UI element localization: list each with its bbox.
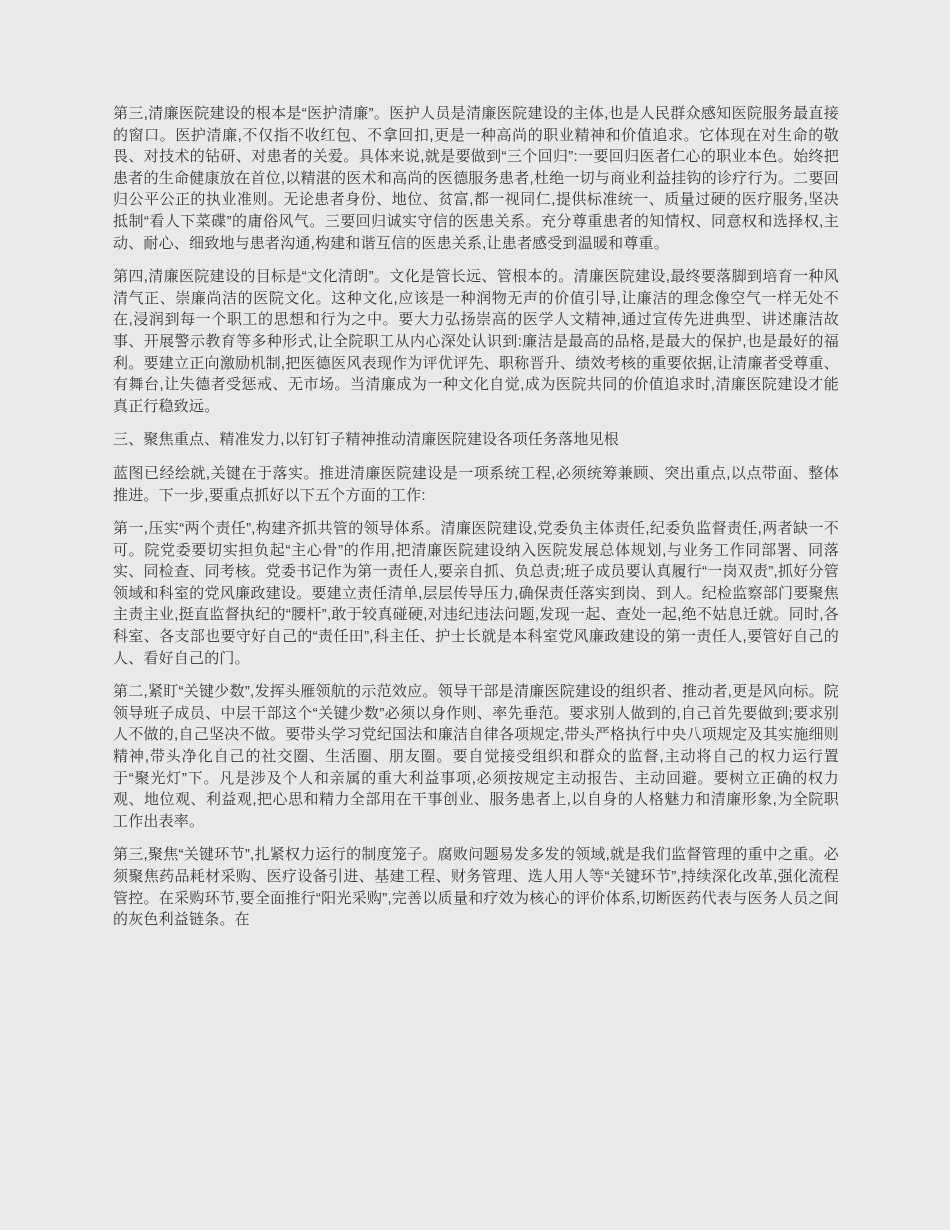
paragraph-task-third: 第三,聚焦“关键环节”,扎紧权力运行的制度笼子。腐败问题易发多发的领域,就是我们监督管理的重中之重。必须聚焦药品耗材采购、医疗设备引进、基建工程、财务管理、选人用人等“关键环节”,持续深化改革,强化流程管控。在采购环节,要全面推行“阳光采购”,完善以质量和疗效为核心的评价体系,切断医药代表与医务人员之间的灰色利益链条。在 [113,846,839,929]
paragraph-task-second: 第二,紧盯“关键少数”,发挥头雁领航的示范效应。领导干部是清廉医院建设的组织者、推动者,更是风向标。院领导班子成员、中层干部这个“关键少数”必须以身作则、率先垂范。要求别人做到的,自己首先要做到;要求别人不做的,自己坚决不做。要带头学习党纪国法和廉洁自律各项规定,带头严格执行中央八项规定及其实施细则精神,带头净化自己的社交圈、生活圈、朋友圈。要自觉接受组织和群众的监督,主动将自己的权力运行置于“聚光灯”下。凡是涉及个人和亲属的重大利益事项,必须按规定主动报告、主动回避。要树立正确的权力观、地位观、利益观,把心思和精力全部用在干事创业、服务患者上,以自身的人格魅力和清廉形象,为全院职工作出表率。 [113,683,839,830]
paragraph-fourth-point: 第四,清廉医院建设的目标是“文化清朗”。文化是管长远、管根本的。清廉医院建设,最终要落脚到培育一种风清气正、崇廉尚洁的医院文化。这种文化,应该是一种润物无声的价值引导,让廉洁的理念像空气一样无处不在,浸润到每一个职工的思想和行为之中。要大力弘扬崇高的医学人文精神,通过宣传先进典型、讲述廉洁故事、开展警示教育等多种形式,让全院职工从内心深处认识到:廉洁是最高的品格,是最大的保护,也是最好的福利。要建立正向激励机制,把医德医风表现作为评优评先、职称晋升、绩效考核的重要依据,让清廉者受尊重、有舞台,让失德者受惩戒、无市场。当清廉成为一种文化自觉,成为医院共同的价值追求时,清廉医院建设才能真正行稳致远。 [113,268,839,415]
document-content [113,103,839,931]
paragraph-task-first: 第一,压实“两个责任”,构建齐抓共管的领导体系。清廉医院建设,党委负主体责任,纪委负监督责任,两者缺一不可。院党委要切实担负起“主心骨”的作用,把清廉医院建设纳入医院发展总体规划,与业务工作同部署、同落实、同检查、同考核。党委书记作为第一责任人,要亲自抓、负总责;班子成员要认真履行“一岗双责”,抓好分管领域和科室的党风廉政建设。要建立责任清单,层层传导压力,确保责任落实到岗、到人。纪检监察部门要聚焦主责主业,挺直监督执纪的“腰杆”,敢于较真碰硬,对违纪违法问题,发现一起、查处一起,绝不姑息迁就。同时,各科室、各支部也要守好自己的“责任田”,科主任、护士长就是本科室党风廉政建设的第一责任人,要管好自己的人、看好自己的门。 [113,520,839,667]
section-heading: 三、聚焦重点、精准发力,以钉钉子精神推动清廉医院建设各项任务落地见根 [113,431,619,449]
paragraph-third-point: 第三,清廉医院建设的根本是“医护清廉”。医护人员是清廉医院建设的主体,也是人民群众感知医院服务最直接的窗口。医护清廉,不仅指不收红包、不拿回扣,更是一种高尚的职业精神和价值追求。它体现在对生命的敬畏、对技术的钻研、对患者的关爱。具体来说,就是要做到“三个回归”:一要回归医者仁心的职业本色。始终把患者的生命健康放在首位,以精湛的医术和高尚的医德服务患者,杜绝一切与商业利益挂钩的诊疗行为。二要回归公平公正的执业准则。无论患者身份、地位、贫富,都一视同仁,提供标准统一、质量过硬的医疗服务,坚决抵制“看人下菜碟”的庸俗风气。三要回归诚实守信的医患关系。充分尊重患者的知情权、同意权和选择权,主动、耐心、细致地与患者沟通,构建和谐互信的医患关系,让患者感受到温暖和尊重。 [113,105,839,252]
paragraph-intro: 蓝图已经绘就,关键在于落实。推进清廉医院建设是一项系统工程,必须统筹兼顾、突出重点,以点带面、整体推进。下一步,要重点抓好以下五个方面的工作: [113,464,839,504]
